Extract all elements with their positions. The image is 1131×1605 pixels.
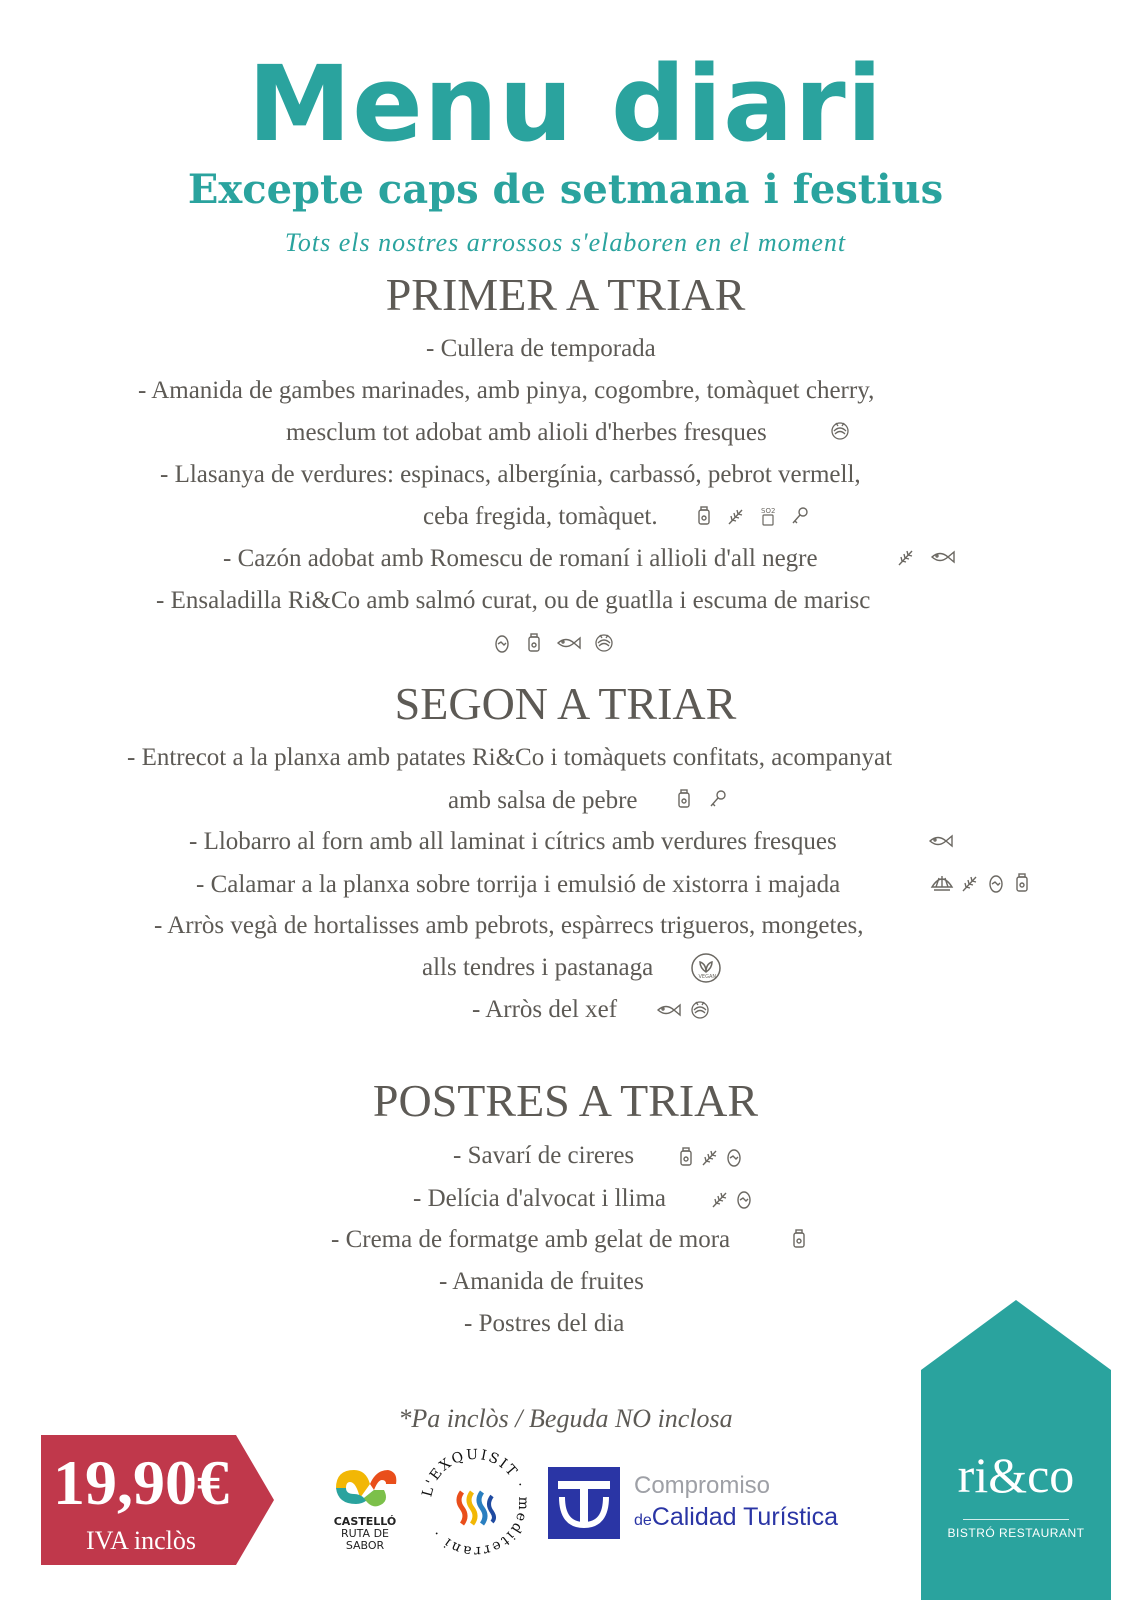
section-title-postres: POSTRES A TRIAR [372, 1075, 759, 1126]
brand-subtitle: BISTRÓ RESTAURANT [947, 1526, 1085, 1540]
menu-item: - Llasanya de verdures: espinacs, albergínia, carbassó, pebrot vermell, [160, 461, 861, 488]
calidad-turistica-logo [548, 1467, 838, 1547]
menu-item: - Calamar a la planxa sobre torrija i emulsió de xistorra i majada [196, 871, 841, 898]
milk-icon [674, 789, 694, 809]
svg-text:L'EXQUISIT · mediterrani · [420, 1448, 530, 1558]
price-tag [41, 1435, 274, 1565]
calidad-logo-text: Calidad Turística [651, 1503, 838, 1531]
menu-item: - Ensaladilla Ri&Co amb salmó curat, ou de guatlla i escuma de marisc [156, 587, 871, 614]
gluten-icon [726, 506, 746, 526]
crustacean-icon [830, 421, 850, 441]
exquisit-mediterrani-logo [420, 1448, 530, 1558]
menu-tagline: Tots els nostres arrossos s'elaboren en el moment [284, 228, 847, 257]
menu-item: - Llobarro al forn amb all laminat i cítrics amb verdures fresques [189, 828, 837, 855]
celery-icon [790, 506, 810, 526]
menu-item: - Delícia d'alvocat i llima [413, 1185, 667, 1212]
section-title-primer: PRIMER A TRIAR [385, 269, 746, 320]
section-title-segon: SEGON A TRIAR [394, 678, 737, 729]
castello-logo-text: RUTA DE [340, 1527, 389, 1540]
menu-item: - Savarí de cireres [453, 1142, 635, 1169]
milk-icon [676, 1147, 696, 1167]
milk-icon [789, 1229, 809, 1249]
egg-icon [492, 633, 512, 653]
menu-item: - Arròs del xef [472, 996, 618, 1023]
menu-item-continued: amb salsa de pebre [448, 787, 638, 814]
gluten-icon [700, 1147, 720, 1167]
fish-icon [656, 1000, 682, 1020]
castello-logo-text: CASTELLÓ [333, 1515, 397, 1528]
crustacean-icon [594, 633, 614, 653]
milk-icon [524, 633, 544, 653]
menu-title: Menu diari [247, 43, 884, 165]
menu-item-continued: alls tendres i pastanaga [422, 954, 654, 981]
menu-item: - Cazón adobat amb Romescu de romaní i allioli d'all negre [223, 545, 818, 572]
gluten-icon [896, 547, 916, 567]
vegan-icon [690, 952, 722, 984]
menu-subtitle: Excepte caps de setmana i festius [187, 166, 944, 213]
bread-drink-note: *Pa inclòs / Beguda NO inclosa [398, 1404, 733, 1433]
gluten-icon [710, 1189, 730, 1209]
menu-item-continued: mesclum tot adobat amb alioli d'herbes fresques [286, 419, 767, 446]
sulfites-icon [758, 506, 778, 526]
fish-icon [928, 831, 954, 851]
brand-divider [963, 1519, 1069, 1520]
menu-item: - Arròs vegà de hortalisses amb pebrots, espàrrecs trigueros, mongetes, [154, 912, 864, 939]
castello-logo-text: SABOR [345, 1539, 385, 1552]
menu-item: - Crema de formatge amb gelat de mora [331, 1226, 731, 1253]
price-vat-note: IVA inclòs [85, 1526, 197, 1555]
crustacean-icon [690, 1000, 710, 1020]
egg-icon [986, 873, 1006, 893]
svg-text:VEGAN: VEGAN [698, 974, 717, 980]
fish-icon [930, 547, 956, 567]
calidad-logo-text: de [634, 1512, 652, 1529]
menu-item: - Cullera de temporada [426, 335, 656, 362]
mollusc-icon [930, 873, 954, 893]
calidad-logo-text: Compromiso [634, 1472, 771, 1499]
exquisit-logo-text: L'EXQUISIT · mediterrani · [420, 1448, 530, 1558]
menu-item: - Postres del dia [464, 1310, 625, 1337]
castello-ruta-de-sabor-logo [320, 1454, 410, 1564]
svg-text:SO2: SO2 [761, 507, 776, 515]
menu-item: - Amanida de gambes marinades, amb pinya, cogombre, tomàquet cherry, [138, 377, 875, 404]
egg-icon [724, 1147, 744, 1167]
fish-icon [556, 633, 582, 653]
milk-icon [694, 506, 714, 526]
price-value: 19,90€ [53, 1447, 229, 1518]
ri-co-brand-logo [921, 1300, 1111, 1600]
brand-name: ri&co [957, 1447, 1075, 1503]
milk-icon [1012, 873, 1032, 893]
menu-item-continued: ceba fregida, tomàquet. [423, 503, 658, 530]
menu-item: - Entrecot a la planxa amb patates Ri&Co i tomàquets confitats, acompanyat [127, 744, 893, 771]
celery-icon [708, 789, 728, 809]
gluten-icon [960, 873, 980, 893]
menu-item: - Amanida de fruites [439, 1268, 644, 1295]
egg-icon [734, 1189, 754, 1209]
